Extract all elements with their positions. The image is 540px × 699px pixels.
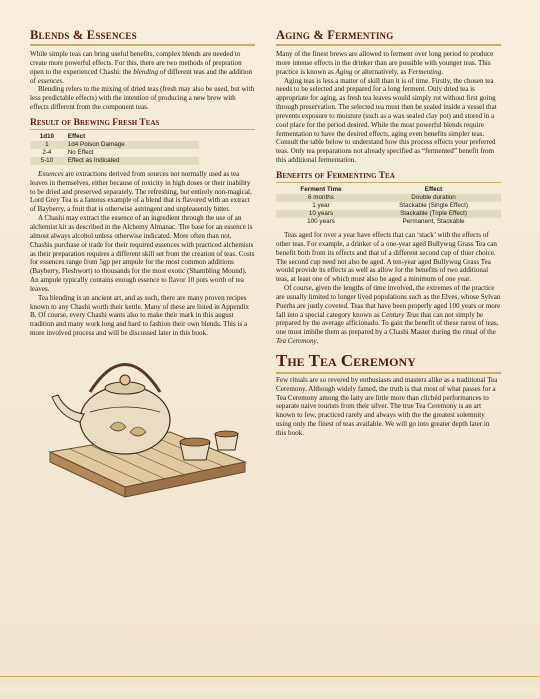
- table-row: 1 1d4 Poison Damage: [30, 141, 199, 149]
- aging-paragraph-4: Of course, given the lengths of time involved, the extremes of the practice are usually limited to longer lived populations such as the Elves, whose Sylvan Puerhs are justly coveted. Teas that have been properly aged 100 years or more fall into a special category known as Century Teas that can not simply be prepared by the average afficionado. To gain the benefit of these rarest of teas, one must imbibe them as prepared by a Chashi Master during the ritual of the Tea Ceremony.: [276, 284, 501, 346]
- blends-heading: Blends & Essences: [30, 28, 255, 46]
- left-column: [30, 28, 255, 507]
- blends-paragraph-5: Tea blending is an ancient art, and as such, there are many proven recipes known to any Chashi worth their kettle. Many of these are listed in Appendix B. Of course, every Chashi wants also to make their mark in this august tradition and many work long and hard to fashion their own blends. This is a more involved process and will be discussed later in this book.: [30, 293, 250, 338]
- teapot-icon: [30, 342, 256, 507]
- table-row: 2-4 No Effect: [42, 148, 94, 156]
- table-row: 6 months Double duration: [276, 194, 501, 202]
- blends-paragraph-3: Essences are extractions derived from sources not normally used as tea leaves in themselves, either because of toxicity in high doses or their inability to be dried and preserved separately. The refreshing, but entirely non-magical, Lord Grey Tea is a famous example of a blend that is flavored with an extract of Bayberry, a fruit that is otherwise astringent and unpleasently bitter.: [30, 169, 252, 214]
- benefits-table-heading: Benefits of Fermenting Tea: [276, 171, 501, 183]
- aging-paragraph-2: Aging teas is less a matter of skill than it is of time. Firstly, the chosen tea needs to be selected and prepared for a long ferment. Only dried tea is appropriate for aging, as fresh tea leaves would simply rot without first going through preservation. The selected tea must then be sealed inside a vessel that prevents exposure to moisture (such as a wax sealed clay pot) and stored in a cool place for the period desired. While the most powerful blends require fermentation to have the desired effects, aging even benefits simpler teas. Consult the table below to understand how this process effects your preferred teas. Only tea preparations not already specified as “fermented” benefit from this additional fermentation.: [276, 76, 497, 165]
- table-row: 100 years Permanent, Stackable: [307, 217, 465, 225]
- benefits-table: [276, 186, 501, 226]
- aging-paragraph-1: Many of the finest brews are allowed to ferment over long period to produce more intense effects in the drinker than are possible with younger teas. This practice is known as Aging or alternatively, as Fermenting.: [276, 50, 494, 76]
- ceremony-paragraph-1: Few rituals are so revered by enthusiasts and masters alike as a traditional Tea Ceremony. Although widely famed, the truth is that most of what passes for a Tea Ceremony among the laity are little more than clichéd performances to separate naive tourists from their silver. The true Tea Ceremony is an art known to few, practiced rarely and always with the the greatest solemnity using only the finest of teas available. We will go into greater depth later in this book.: [276, 375, 498, 437]
- blends-paragraph-4: A Chashi may extract the essence of an ingredient through the use of an alchemist kit as described in the Alchemy Almanac. The base for an essence is almost always alcohol unless otherwise indicated. More often than not, Chashis purchase or trade for their required essences with practiced alchemists as their preparation requires a different skill set from the creation of teas. Costs for essences range from 5gp per ampule for the most common additions (Bayberry, Fleshwort) to thousands for the most exotic (Shambling Mound). An ampule typically contains enough essence to flavor 10 pots worth of tea leaves.: [30, 214, 255, 293]
- ceremony-heading: The Tea Ceremony: [276, 351, 501, 374]
- table-header: Effect: [67, 132, 86, 140]
- teapot-illustration: [30, 342, 256, 507]
- result-table: [30, 133, 199, 165]
- table-row: 10 years Stackable (Triple Effect): [276, 210, 501, 218]
- page-footer-rule: [0, 676, 540, 691]
- table-row: 1 year Stackable (Single Effect): [312, 201, 468, 209]
- aging-paragraph-3: Teas aged for over a year have effects that can ‘stack’ with the effects of other teas. For example, a drinker of a one-year aged Bullywug Grass Tea can benefit both from its effects and that of a different second cup of thier choice. The second cup need not also be aged. A ten-year aged Bullywug Grass Tea would provide its effects as well as allow for the benefits of two additional teas, at least one of which must also be aged a minimum of one year.: [276, 230, 497, 284]
- table-row: 5-10 Effect as Indicated: [30, 157, 199, 165]
- right-column: [276, 28, 501, 438]
- table-header: 1d10: [39, 132, 55, 140]
- aging-heading: Aging & Fermenting: [276, 28, 501, 46]
- blends-paragraph-2: Blending refers to the mixing of dried teas (fresh may also be used, but with less predictable effects) with the intention of producing a new brew with effects different from the component teas.: [30, 85, 255, 112]
- table-header: Effect: [424, 185, 443, 193]
- result-table-heading: Result of Brewing Fresh Teas: [30, 118, 255, 130]
- table-header: Ferment Time: [300, 185, 342, 193]
- blends-paragraph-1: While simple teas can bring useful benefits, complex blends are needed to create more powerful effects. For this, there are two methods of prepration open to the experienced Chashi: the blending of different teas and the addition of essences.: [30, 50, 253, 85]
